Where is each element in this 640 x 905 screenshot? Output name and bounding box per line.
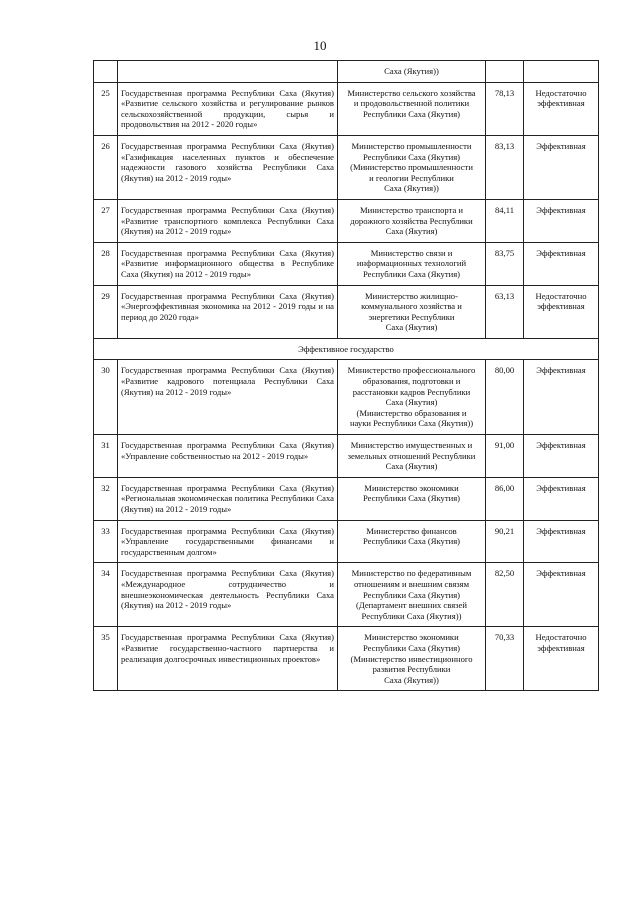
ministry-cell — [338, 285, 486, 338]
ministry-line: (Министерство образования и — [356, 407, 467, 418]
ministry-line: Республики Саха (Якутия) — [362, 536, 461, 547]
score-value: 83,13 — [486, 135, 524, 199]
ministry-line: образования, подготовки и — [362, 376, 461, 387]
table-row — [94, 477, 599, 520]
row-number: 27 — [94, 199, 118, 242]
rating-line: Эффективная — [536, 568, 586, 579]
rating-cell — [524, 435, 599, 478]
row-number: 34 — [94, 563, 118, 627]
ministry-cell — [338, 435, 486, 478]
ministry-line: Республики Саха (Якутия) — [362, 493, 461, 504]
rating-cell — [524, 285, 599, 338]
ministry-line: информационных технологий — [356, 258, 467, 269]
ministry-cell — [338, 477, 486, 520]
ministry-line: Саха (Якутия) — [385, 226, 438, 237]
section-row — [94, 338, 599, 360]
continuation-row — [94, 61, 599, 83]
ministry-cell — [338, 135, 486, 199]
ministry-line: Министерство финансов — [366, 525, 457, 536]
ministry-line: (Департамент внешних связей — [356, 600, 467, 611]
rating-line: Эффективная — [536, 482, 586, 493]
table-row — [94, 627, 599, 691]
program-name: Государственная программа Республики Саха (Якутия) «Развитие информационного общества в Республике Саха (Якутия) на 2012 - 2019 годы» — [118, 242, 338, 285]
ministry-line: расстановки кадров Республики — [352, 386, 471, 397]
ministry-line: и геологии Республики — [369, 172, 454, 183]
row-number: 32 — [94, 477, 118, 520]
table-row — [94, 285, 599, 338]
ministry-line: Республики Саха (Якутия) — [362, 268, 461, 279]
rating-cell — [524, 199, 599, 242]
ministry-line: Саха (Якутия) — [385, 322, 438, 333]
ministry-line: Республики Саха (Якутия) — [362, 589, 461, 600]
ministry-cell — [338, 563, 486, 627]
rating-line: эффективная — [537, 301, 585, 312]
rating-cell — [524, 477, 599, 520]
ministry-line: Саха (Якутия)) — [384, 183, 439, 194]
score-value: 86,00 — [486, 477, 524, 520]
ministry-line: коммунального хозяйства и — [361, 301, 462, 312]
program-name: Государственная программа Республики Саха (Якутия) «Энергоэффективная экономика на 2012 - 2019 годы и на период до 2020 года» — [118, 285, 338, 338]
ministry-line: энергетики Республики — [368, 311, 455, 322]
row-number: 28 — [94, 242, 118, 285]
ministry-line: Министерство профессионального — [347, 365, 476, 376]
ministry-cell — [338, 199, 486, 242]
ministry-cell: Саха (Якутия)) — [338, 61, 486, 83]
row-number: 35 — [94, 627, 118, 691]
rating-cell — [524, 360, 599, 435]
ministry-line: Министерство имущественных и — [350, 440, 473, 451]
row-number: 29 — [94, 285, 118, 338]
ministry-line: Министерство транспорта и — [359, 204, 464, 215]
program-name: Государственная программа Республики Саха (Якутия) «Развитие кадрового потенциала Республики Саха (Якутия) на 2012 - 2019 годы» — [118, 360, 338, 435]
program-name: Государственная программа Республики Саха (Якутия) «Развитие транспортного комплекса Республики Саха (Якутия) на 2012 - 2019 годы» — [118, 199, 338, 242]
rating-line: Эффективная — [536, 247, 586, 258]
rating-line: Недостаточно — [535, 632, 587, 643]
table-row — [94, 563, 599, 627]
row-number: 33 — [94, 520, 118, 563]
ministry-line: Министерство экономики — [364, 482, 459, 493]
ministry-line: Республики Саха (Якутия) — [362, 151, 461, 162]
rating-cell — [524, 82, 599, 135]
program-name: Государственная программа Республики Саха (Якутия) «Управление государственными финансами и государственным долгом» — [118, 520, 338, 563]
ministry-line: Министерство промышленности — [351, 140, 472, 151]
ministry-line: земельных отношений Республики — [347, 450, 476, 461]
score-value: 82,50 — [486, 563, 524, 627]
table-row — [94, 435, 599, 478]
section-title: Эффективное государство — [94, 338, 599, 360]
rating-line: эффективная — [537, 98, 585, 109]
rating-cell — [524, 563, 599, 627]
ministry-line: Министерство связи и — [370, 247, 453, 258]
ministry-cell — [338, 627, 486, 691]
rating-cell — [524, 242, 599, 285]
ministry-line: развития Республики — [372, 664, 451, 675]
rating-cell — [524, 627, 599, 691]
ministry-line: Саха (Якутия) — [385, 461, 438, 472]
program-name: Государственная программа Республики Саха (Якутия) «Международное сотрудничество и внешнеэкономическая деятельность Республики Саха (Якутия) на 2012 - 2019 годы» — [118, 563, 338, 627]
ministry-line: дорожного хозяйства Республики — [350, 215, 473, 226]
page-number: 10 — [313, 38, 327, 53]
rating-cell — [524, 135, 599, 199]
score-value: 91,00 — [486, 435, 524, 478]
rating-line: Эффективная — [536, 140, 586, 151]
rating-line: Эффективная — [536, 440, 586, 451]
score-value: 63,13 — [486, 285, 524, 338]
table-row — [94, 82, 599, 135]
program-name: Государственная программа Республики Саха (Якутия) «Развитие государственно-частного партнерства и реализация долгосрочных инвестиционных проектов» — [118, 627, 338, 691]
rating-line: Эффективная — [536, 204, 586, 215]
ministry-line: Саха (Якутия)) — [384, 674, 439, 685]
table-row — [94, 242, 599, 285]
table-row — [94, 199, 599, 242]
ministry-line: Министерство экономики — [364, 632, 459, 643]
ministry-line: Республики Саха (Якутия) — [362, 108, 461, 119]
ministry-line: Республики Саха (Якутия)) — [361, 610, 462, 621]
ministry-line: Республики Саха (Якутия) — [362, 642, 461, 653]
score-value: 83,75 — [486, 242, 524, 285]
ministry-line: отношениям и внешним связям — [353, 578, 470, 589]
ministry-line: Министерство сельского хозяйства — [347, 87, 476, 98]
ministry-line: (Министерство инвестиционного — [350, 653, 473, 664]
ministry-cell — [338, 82, 486, 135]
program-name: Государственная программа Республики Саха (Якутия) «Развитие сельского хозяйства и регулирование рынков сельскохозяйственной продукции, сырья и продовольствия на 2012 - 2020 годы» — [118, 82, 338, 135]
ministry-line: Министерство по федеративным — [351, 568, 472, 579]
ministry-line: и продовольственной политики — [353, 98, 470, 109]
score-value: 80,00 — [486, 360, 524, 435]
rating-line: Эффективная — [536, 365, 586, 376]
ministry-line: (Министерство промышленности — [350, 162, 473, 173]
ministry-cell — [338, 520, 486, 563]
row-number: 30 — [94, 360, 118, 435]
program-name: Государственная программа Республики Саха (Якутия) «Газификация населенных пунктов и обеспечение надежности газового хозяйства Республики Саха (Якутия) на 2012 - 2019 годы» — [118, 135, 338, 199]
table-row — [94, 520, 599, 563]
row-number: 31 — [94, 435, 118, 478]
table-row — [94, 360, 599, 435]
score-value: 70,33 — [486, 627, 524, 691]
rating-line: Эффективная — [536, 525, 586, 536]
program-name: Государственная программа Республики Саха (Якутия) «Управление собственностью на 2012 - 2019 годы» — [118, 435, 338, 478]
row-number: 26 — [94, 135, 118, 199]
ministry-line: Министерство жилищно- — [365, 290, 458, 301]
ministry-line: Саха (Якутия) — [385, 397, 438, 408]
rating-line: эффективная — [537, 642, 585, 653]
rating-line: Недостаточно — [535, 87, 587, 98]
score-value: 84,11 — [486, 199, 524, 242]
row-number: 25 — [94, 82, 118, 135]
rating-line: Недостаточно — [535, 290, 587, 301]
ministry-line: науки Республики Саха (Якутия)) — [349, 418, 474, 429]
ministry-cell — [338, 242, 486, 285]
rating-cell — [524, 520, 599, 563]
score-value: 78,13 — [486, 82, 524, 135]
score-value: 90,21 — [486, 520, 524, 563]
program-name: Государственная программа Республики Саха (Якутия) «Региональная экономическая политика Республики Саха (Якутия) на 2012 - 2019 годы» — [118, 477, 338, 520]
table-row — [94, 135, 599, 199]
ministry-cell — [338, 360, 486, 435]
programs-table — [93, 60, 599, 691]
